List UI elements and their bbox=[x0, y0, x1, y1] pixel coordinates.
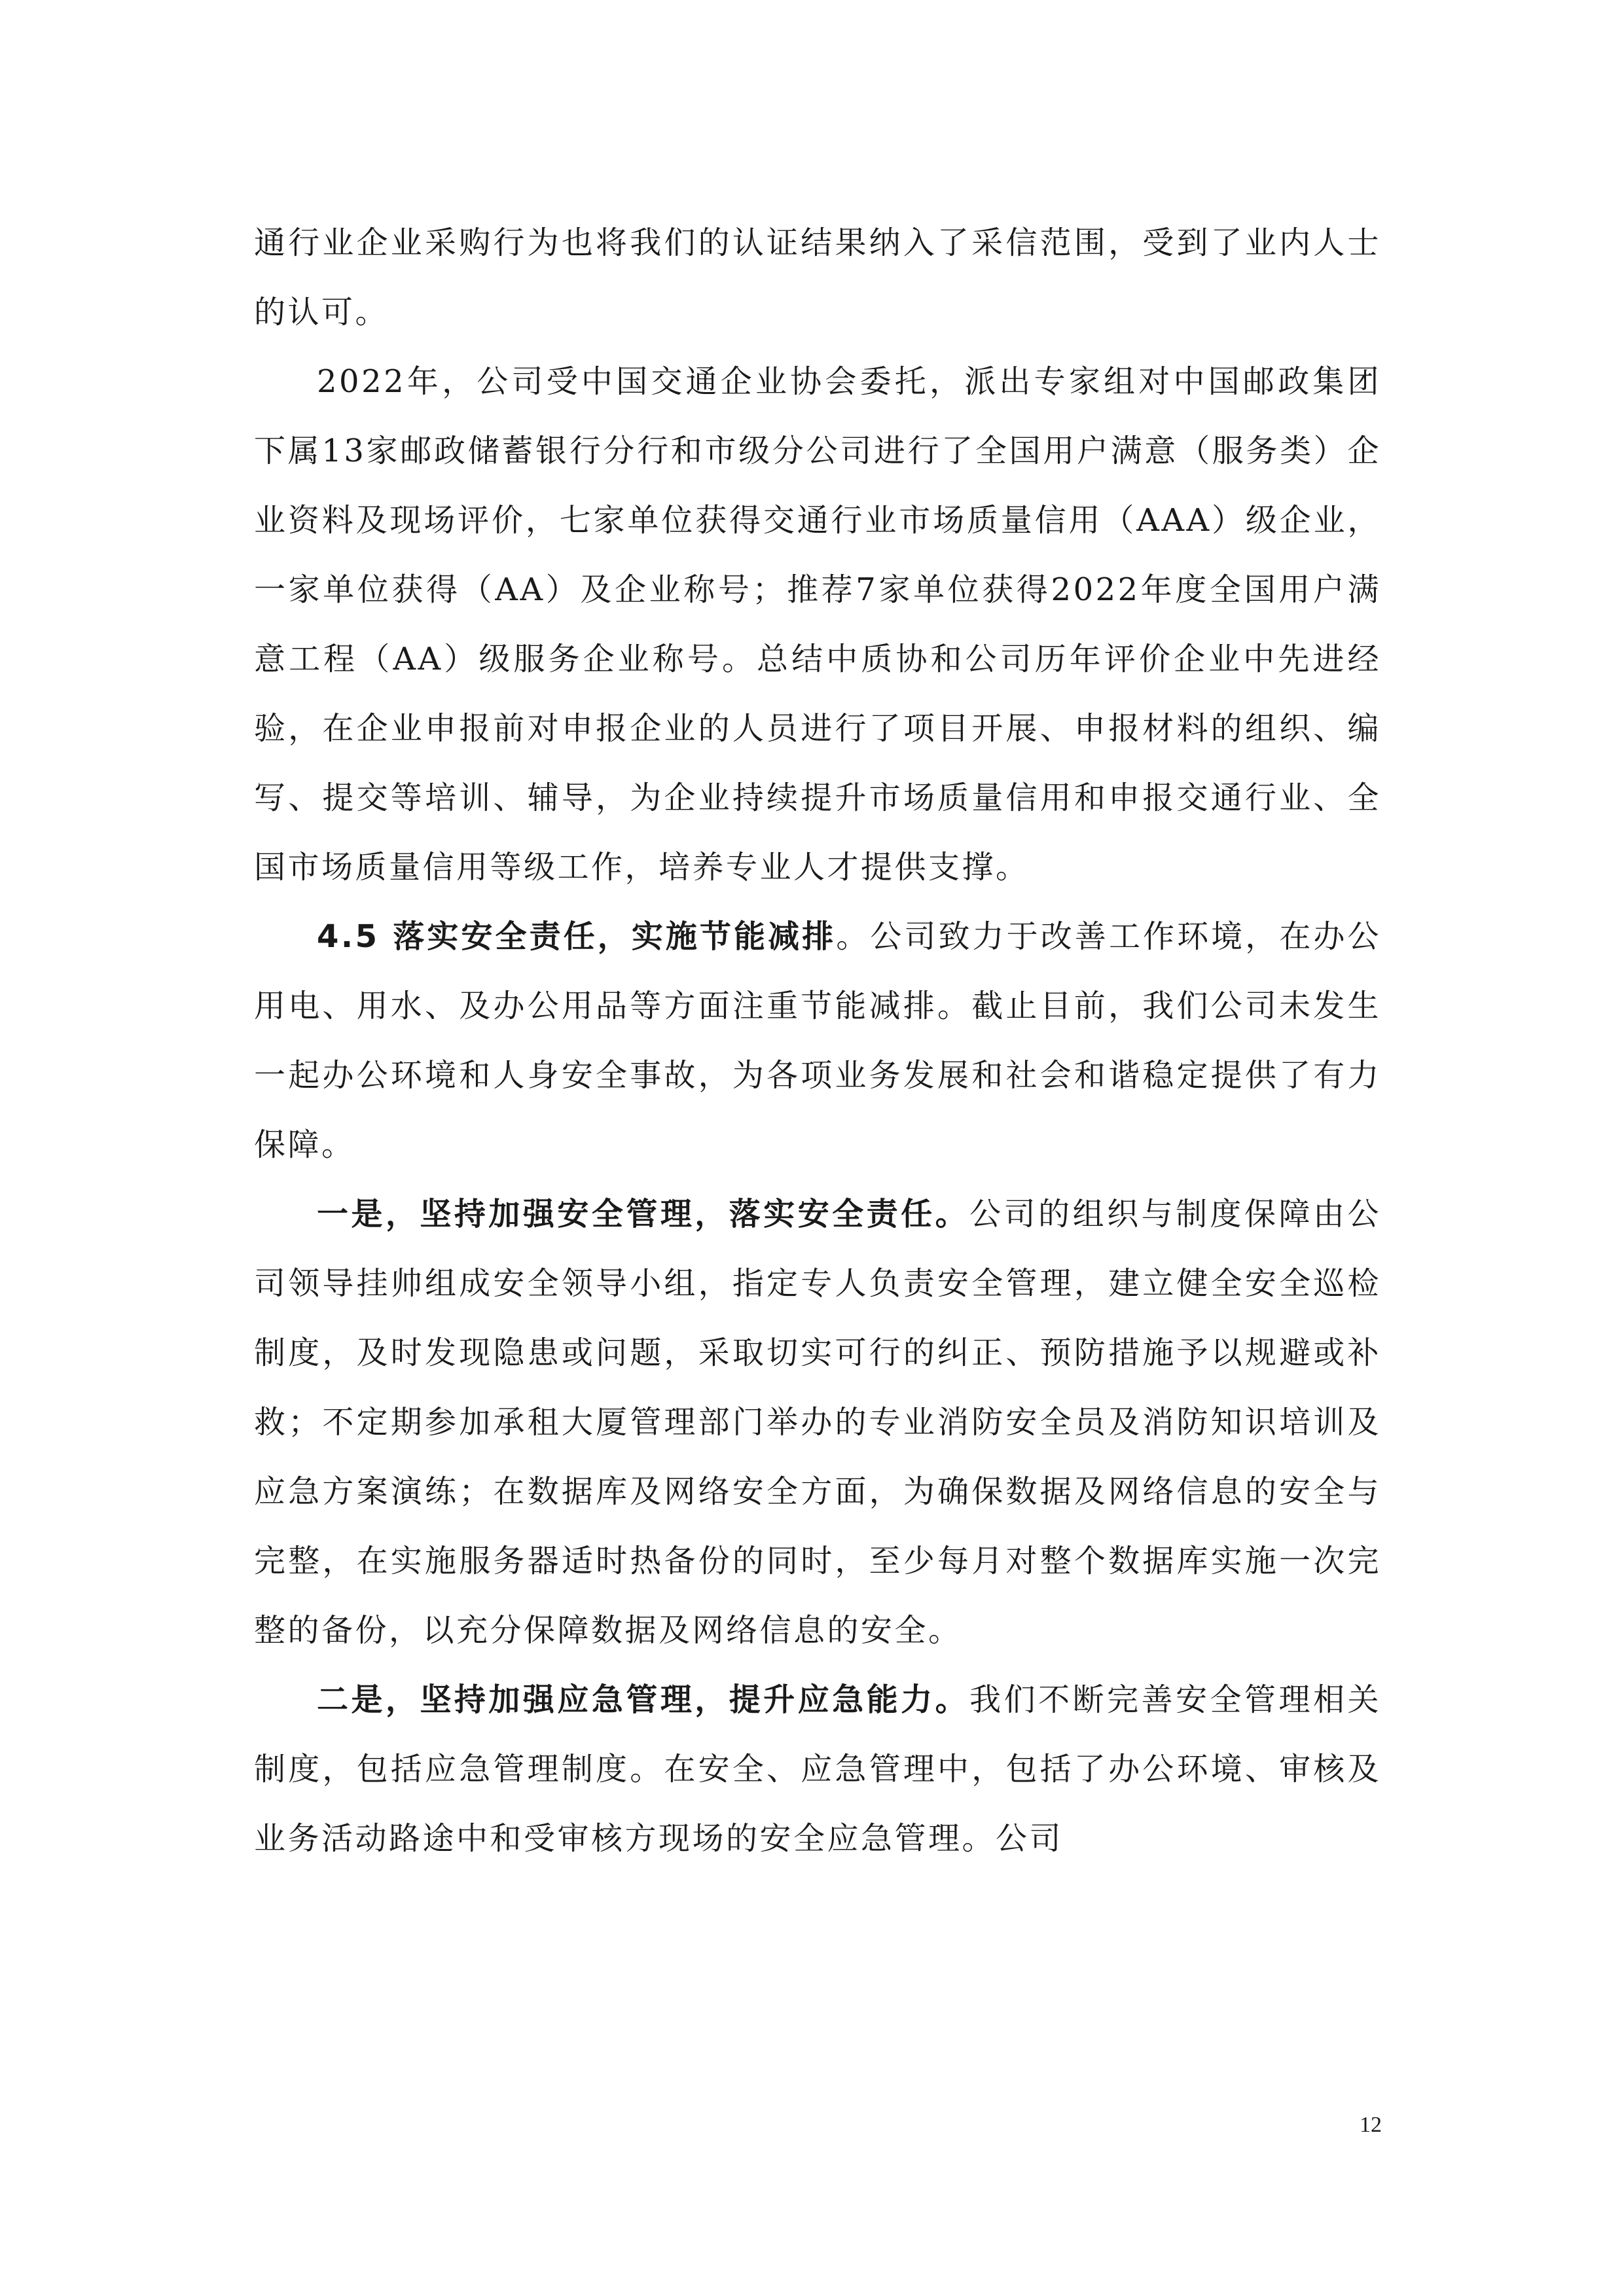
paragraph-text: 公司的组织与制度保障由公司领导挂帅组成安全领导小组，指定专人负责安全管理，建立健全安全巡检制度，及时发现隐患或问题，采取切实可行的纠正、预防措施予以规避或补救；不定期参加承租大厦管理部门举办的专业消防安全员及消防知识培训及应急方案演练；在数据库及网络安全方面，为确保数据及网络信息的安全与完整，在实施服务器适时热备份的同时，至少每月对整个数据库实施一次完整的备份，以充分保障数据及网络信息的安全。 bbox=[254, 1196, 1381, 1649]
paragraph-safety-management bbox=[254, 1179, 1381, 1665]
section-heading: 4.5 落实安全责任，实施节能减排 bbox=[317, 918, 837, 955]
paragraph-text: 我们不断完善安全管理相关制度，包括应急管理制度。在安全、应急管理中，包括了办公环境、审核及业务活动路途中和受审核方现场的安全应急管理。公司 bbox=[254, 1681, 1381, 1857]
paragraph-emergency-management bbox=[254, 1665, 1381, 1873]
page-number: 12 bbox=[1360, 2113, 1382, 2137]
paragraph-text: 。公司致力于改善工作环境，在办公用电、用水、及办公用品等方面注重节能减排。截止目前，我们公司未发生一起办公环境和人身安全事故，为各项业务发展和社会和谐稳定提供了有力保障。 bbox=[254, 918, 1381, 1163]
body-text bbox=[254, 208, 1381, 1873]
paragraph-text: 通行业企业采购行为也将我们的认证结果纳入了采信范围，受到了业内人士的认可。 bbox=[254, 224, 1381, 331]
paragraph-text: 2022年，公司受中国交通企业协会委托，派出专家组对中国邮政集团下属13家邮政储蓄银行分行和市级分公司进行了全国用户满意（服务类）企业资料及现场评价，七家单位获得交通行业市场质量信用（AAA）级企业，一家单位获得（AA）及企业称号；推荐7家单位获得2022年度全国用户满意工程（AA）级服务企业称号。总结中质协和公司历年评价企业中先进经验，在企业申报前对申报企业的人员进行了项目开展、申报材料的组织、编写、提交等培训、辅导，为企业持续提升市场质量信用和申报交通行业、全国市场质量信用等级工作，培养专业人才提供支撑。 bbox=[254, 363, 1381, 886]
point-heading: 一是，坚持加强安全管理，落实安全责任。 bbox=[317, 1196, 970, 1232]
paragraph-safety-section bbox=[254, 902, 1381, 1179]
paragraph-evaluation bbox=[254, 347, 1381, 902]
paragraph-continuation bbox=[254, 208, 1381, 347]
point-heading: 二是，坚持加强应急管理，提升应急能力。 bbox=[317, 1681, 970, 1718]
